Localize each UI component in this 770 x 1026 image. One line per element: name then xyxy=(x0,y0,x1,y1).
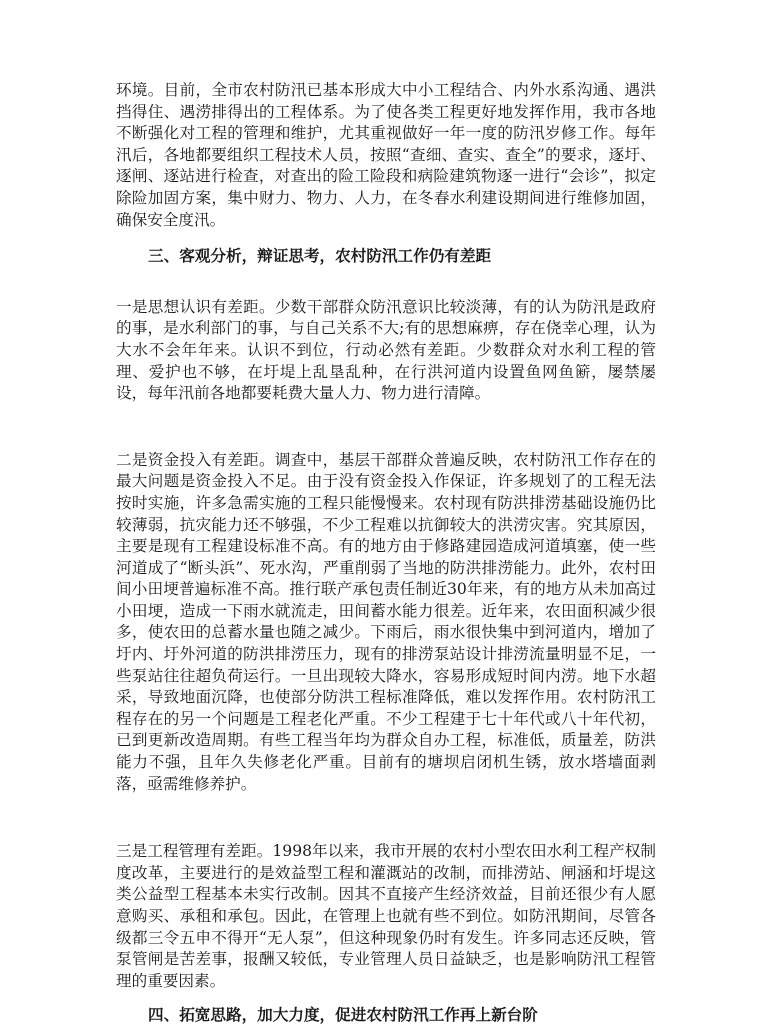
document-page xyxy=(116,80,656,1026)
paragraph-management-gap: 三是工程管理有差距。1998年以来，我市开展的农村小型农田水利工程产权制度改革，主要进行的是效益型工程和灌溉站的改制，而排涝站、闸涵和圩堤这类公益型工程基本未实行改制。因其不直接产生经济效益，目前还很少有人愿意购买、承租和承包。因此，在管理上也就有些不到位。如防汛期间，尽管各级都三令五申不得开“无人泵”，但这种现象仍时有发生。许多同志还反映，管泵管闸是苦差事，报酬又较低，专业管理人员日益缺乏，也是影响防汛工程管理的重要因素。 xyxy=(116,842,656,990)
section-heading-3: 三、客观分析，辩证思考，农村防汛工作仍有差距 xyxy=(148,246,492,266)
paragraph-thinking-gap: 一是思想认识有差距。少数干部群众防汛意识比较淡薄，有的认为防汛是政府的事，是水利部门的事，与自己关系不大;有的思想麻痹，存在侥幸心理，认为大水不会年年来。认识不到位，行动必然有差距。少数群众对水利工程的管理、爱护也不够，在圩堤上乱垦乱种，在行洪河道内设置鱼网鱼簖，屡禁屡设，每年汛前各地都要耗费大量人力、物力进行清障。 xyxy=(116,297,656,403)
section-heading-4: 四、拓宽思路，加大力度，促进农村防汛工作再上新台阶 xyxy=(148,1005,538,1025)
intro-paragraph: 环境。目前，全市农村防汛已基本形成大中小工程结合、内外水系沟通、遇洪挡得住、遇涝排得出的工程体系。为了使各类工程更好地发挥作用，我市各地不断强化对工程的管理和维护，尤其重视做好一年一度的防汛岁修工作。每年汛后，各地都要组织工程技术人员，按照“查细、查实、查全”的要求，逐圩、逐闸、逐站进行检查，对查出的险工险段和病险建筑物逐一进行“会诊”，拟定除险加固方案，集中财力、物力、人力，在冬春水利建设期间进行维修加固，确保安全度汛。 xyxy=(116,81,656,229)
paragraph-funding-gap: 二是资金投入有差距。调查中，基层干部群众普遍反映，农村防汛工作存在的最大问题是资金投入不足。由于没有资金投入作保证，许多规划了的工程无法按时实施，许多急需实施的工程只能慢慢来。农村现有防洪排涝基础设施仍比较薄弱，抗灾能力还不够强，不少工程难以抗御较大的洪涝灾害。究其原因，主要是现有工程建设标准不高。有的地方由于修路建园造成河道填塞，使一些河道成了“断头浜”、死水沟，严重削弱了当地的防洪排涝能力。此外，农村田间小田埂普遍标准不高。推行联产承包责任制近30年来，有的地方从未加高过小田埂，造成一下雨水就流走，田间蓄水能力很差。近年来，农田面积减少很多，使农田的总蓄水量也随之减少。下雨后，雨水很快集中到河道内，增加了圩内、圩外河道的防洪排涝压力，现有的排涝泵站设计排涝流量明显不足，一些泵站往往超负荷运行。一旦出现较大降水，容易形成短时间内涝。地下水超采，导致地面沉降，也使部分防洪工程标准降低，难以发挥作用。农村防汛工程存在的另一个问题是工程老化严重。不少工程建于七十年代或八十年代初，已到更新改造周期。有些工程当年均为群众自办工程，标准低，质量差，防洪能力不强，且年久失修老化严重。目前有的塘坝启闭机生锈，放水塔墙面剥落，亟需维修养护。 xyxy=(116,450,656,793)
